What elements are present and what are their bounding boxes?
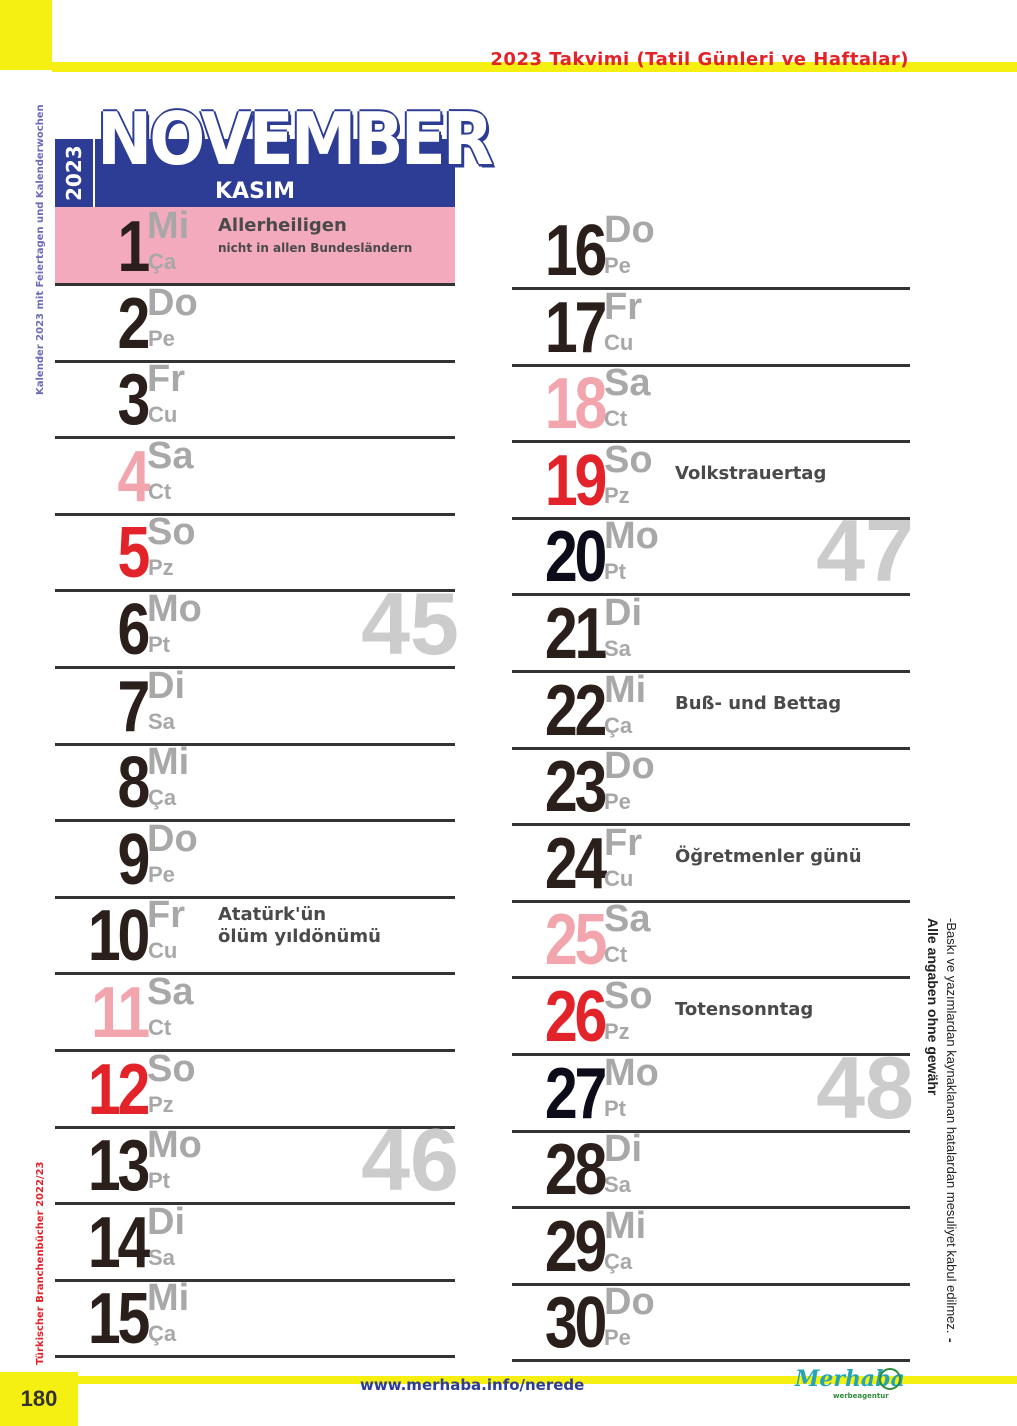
day-number: 8 (117, 743, 147, 824)
weekday-tr: Sa (148, 1244, 175, 1270)
day-number: 23 (544, 747, 604, 828)
day-row (512, 594, 910, 673)
day-number: 2 (117, 283, 147, 364)
day-row (55, 973, 455, 1052)
weekday-de: Sa (147, 971, 194, 1013)
weekday-tr: Pz (604, 482, 630, 508)
day-number: 26 (544, 977, 604, 1057)
day-row (512, 1283, 910, 1362)
day-row (512, 821, 910, 904)
holiday-note (675, 463, 826, 485)
weekday-tr: Ct (604, 942, 628, 968)
day-number: 4 (117, 436, 147, 517)
weekday-de: So (604, 438, 653, 481)
day-row (512, 211, 910, 290)
weekday-tr: Pt (148, 632, 170, 657)
holiday-title: Allerheiligen (218, 215, 347, 236)
weekday-de: Do (147, 817, 198, 860)
day-row (512, 1204, 910, 1287)
day-number: 11 (91, 973, 147, 1053)
day-row (512, 668, 910, 751)
weekday-tr: Pe (604, 789, 631, 815)
weekday-tr: Pz (148, 555, 174, 581)
day-number: 6 (117, 590, 147, 670)
holiday-title: Atatürk'ün (218, 904, 327, 926)
holiday-note (675, 999, 813, 1021)
weekday-de: Di (604, 592, 642, 634)
day-number: 12 (87, 1049, 147, 1130)
day-row (512, 501, 914, 601)
month-name-tr: KASIM (215, 179, 295, 204)
day-number: 21 (544, 594, 604, 674)
day-row (512, 1037, 914, 1137)
day-row (55, 1200, 455, 1283)
side-caption-bottom: Türkischer Branchenbücher 2022/23 (35, 1161, 46, 1365)
weekday-tr: Pe (148, 325, 175, 351)
weekday-de: Mi (604, 1204, 647, 1247)
disclaimer (918, 918, 960, 1363)
weekday-tr: Pt (604, 559, 626, 585)
day-row (55, 896, 455, 975)
day-row (55, 360, 455, 439)
page-number: 180 (0, 1372, 78, 1426)
holiday-note (675, 846, 862, 868)
day-row (55, 664, 455, 747)
weekday-tr: Cu (148, 402, 178, 428)
weekday-de: Fr (604, 821, 642, 864)
holiday-title: Totensonntag (675, 999, 814, 1020)
side-caption: Kalender 2023 mit Feiertagen und Kalenderwochen (35, 104, 46, 395)
weekday-de: So (147, 1047, 196, 1090)
disclaimer-tr: -Baskı ve yazımlardan kaynaklanan hatalardan mesuliyet kabul edilmez. (944, 918, 959, 1334)
day-row (512, 364, 910, 443)
weekday-tr: Pt (604, 1095, 626, 1121)
week-number: 45 (361, 574, 459, 673)
day-row (55, 1279, 455, 1358)
weekday-tr: Sa (148, 708, 175, 734)
page-title: 2023 Takvimi (Tatil Günleri ve Haftalar) (490, 49, 909, 70)
year-label: 2023 (55, 139, 93, 207)
day-number: 9 (117, 819, 147, 900)
day-number: 25 (544, 900, 604, 981)
weekday-de: Fr (147, 358, 185, 401)
disclaimer-de: -Alle angaben ohne gewähr (925, 918, 959, 1343)
holiday-note (675, 693, 841, 715)
weekday-tr: Ça (604, 1248, 633, 1274)
day-number: 19 (544, 440, 604, 521)
week-number: 46 (361, 1110, 459, 1210)
holiday-note (218, 215, 412, 259)
weekday-de: Do (604, 209, 655, 251)
weekday-de: So (147, 511, 196, 554)
day-row (55, 1110, 459, 1210)
weekday-de: Fr (604, 285, 642, 328)
weekday-tr: Cu (604, 865, 634, 891)
day-row (55, 817, 455, 900)
holiday-title: Buß- und Bettag (675, 692, 842, 714)
weekday-de: Di (147, 1200, 185, 1243)
holiday-title: Volkstrauertag (675, 462, 827, 484)
weekday-de: Sa (604, 362, 651, 405)
weekday-de: Sa (604, 898, 651, 941)
weekday-tr: Ct (148, 478, 172, 504)
holiday-subtitle: ölüm yıldönümü (218, 926, 381, 948)
weekday-tr: Ct (604, 406, 628, 432)
weekday-de: Mo (604, 1051, 659, 1094)
weekday-de: Mi (147, 205, 190, 247)
weekday-tr: Sa (604, 1172, 631, 1198)
holiday-title: Öğretmenler günü (675, 845, 862, 867)
day-number: 22 (544, 670, 604, 751)
day-number: 29 (544, 1206, 604, 1287)
weekday-tr: Ct (148, 1015, 172, 1040)
day-row (55, 281, 455, 364)
day-number: 10 (87, 896, 147, 977)
week-number: 47 (816, 501, 914, 601)
weekday-de: Do (147, 281, 198, 324)
month-header (55, 97, 491, 207)
weekday-de: Do (604, 1281, 655, 1324)
day-number: 27 (544, 1053, 604, 1134)
week-number: 48 (816, 1037, 914, 1137)
day-number: 28 (544, 1130, 604, 1211)
weekday-tr: Sa (604, 636, 631, 661)
day-row (55, 207, 455, 286)
weekday-de: Fr (147, 894, 185, 937)
corner-decoration (0, 0, 52, 70)
weekday-de: Mi (147, 1277, 190, 1320)
holiday-subtitle: nicht in allen Bundesländern (218, 241, 413, 255)
weekday-tr: Ça (148, 249, 177, 274)
weekday-tr: Ça (604, 712, 633, 738)
day-number: 15 (87, 1279, 147, 1360)
day-number: 1 (117, 207, 147, 287)
weekday-de: Mo (604, 515, 659, 558)
day-number: 17 (544, 287, 604, 368)
day-number: 14 (87, 1202, 147, 1283)
day-number: 20 (544, 517, 604, 598)
weekday-tr: Pt (148, 1168, 170, 1194)
day-number: 7 (117, 666, 147, 747)
logo-sub: werbeagentur (833, 1392, 889, 1400)
weekday-tr: Ça (148, 1321, 177, 1347)
day-number: 30 (544, 1283, 604, 1364)
day-row (512, 1130, 910, 1209)
weekday-de: Mi (604, 668, 647, 711)
day-number: 3 (117, 360, 147, 441)
weekday-tr: Pe (604, 253, 631, 278)
weekday-tr: Ça (148, 785, 177, 811)
weekday-tr: Cu (148, 938, 178, 964)
footer-url[interactable]: www.merhaba.info/nerede (360, 1376, 585, 1394)
weekday-de: Sa (147, 434, 194, 477)
month-name: NOVEMBER (97, 97, 491, 182)
weekday-de: Mi (147, 741, 190, 784)
day-number: 16 (544, 211, 604, 291)
weekday-de: Di (604, 1128, 642, 1171)
weekday-tr: Pz (148, 1091, 174, 1117)
day-row (55, 574, 459, 673)
day-row (512, 285, 910, 368)
holiday-note (218, 904, 381, 948)
weekday-tr: Cu (604, 329, 634, 355)
weekday-tr: Pe (604, 1325, 631, 1351)
weekday-de: Di (147, 664, 185, 707)
weekday-de: Do (604, 745, 655, 788)
day-number: 5 (117, 513, 147, 594)
weekday-tr: Pe (148, 861, 175, 887)
day-row (512, 747, 910, 826)
weekday-de: So (604, 975, 653, 1017)
logo-word: Merhaba (795, 1366, 905, 1392)
day-number: 13 (87, 1126, 147, 1207)
weekday-de: Mo (147, 1124, 202, 1167)
day-number: 18 (544, 364, 604, 445)
merhaba-logo (793, 1366, 903, 1402)
weekday-tr: Pz (604, 1019, 630, 1044)
day-row (55, 434, 455, 517)
day-row (512, 900, 910, 979)
day-row (55, 743, 455, 822)
day-number: 24 (544, 823, 604, 904)
logo-ring-icon (879, 1368, 901, 1390)
weekday-de: Mo (147, 588, 202, 630)
